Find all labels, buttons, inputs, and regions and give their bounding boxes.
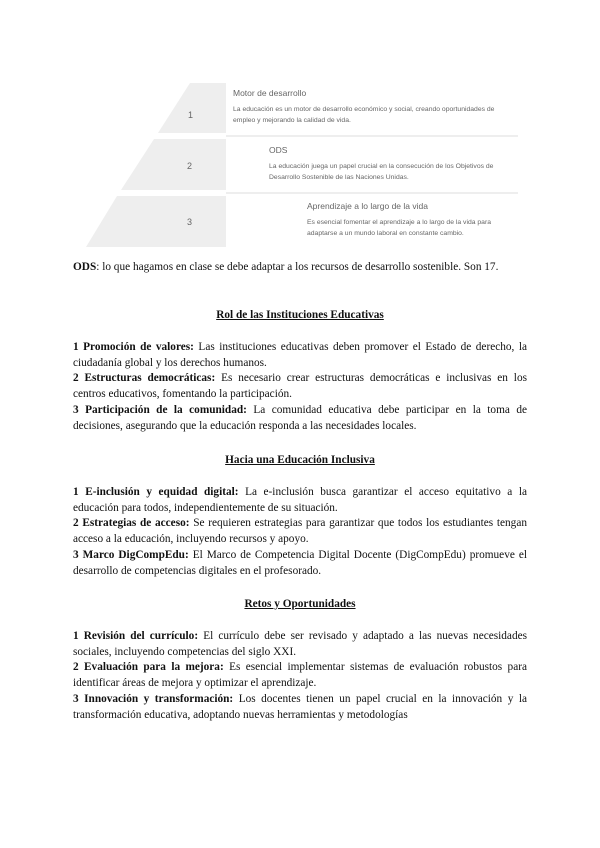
tier-2-description: La educación juega un papel crucial en la consecución de los Objetivos de Desarrollo Sostenible de las Naciones Unidas. <box>269 163 494 181</box>
pyramid-tier-1-shape <box>158 83 226 133</box>
tier-1-number: 1 <box>188 110 194 120</box>
tier-2-title: ODS <box>269 145 288 155</box>
list-item: 1 E-inclusión y equidad digital: La e-inclusión busca garantizar el acceso equitativo a la educación para todos, independientemente de su situación. <box>73 486 527 514</box>
list-item: 3 Marco DigCompEdu: El Marco de Competencia Digital Docente (DigCompEdu) promueve el desarrollo de competencias digitales en el profesorado. <box>73 548 528 577</box>
section-body-inclusive <box>73 485 527 579</box>
pyramid-tier-3-shape <box>86 196 226 247</box>
list-item: 1 Revisión del currículo: El currículo debe ser revisado y adaptado a las nuevas necesidades sociales, incluyendo competencias del siglo XXI. <box>73 630 528 658</box>
list-item: 2 Estrategias de acceso: Se requieren estrategias para garantizar que todos los estudiantes tengan acceso a la educación, incluyendo recursos y apoyo. <box>73 517 527 546</box>
intro-term: ODS <box>73 261 97 273</box>
tier-3-title: Aprendizaje a lo largo de la vida <box>307 201 428 211</box>
tier-3-number: 3 <box>187 217 193 227</box>
intro-paragraph <box>73 260 527 276</box>
list-item: 1 Promoción de valores: Las instituciones educativas deben promover el Estado de derecho, la ciudadanía global y los derechos humanos. <box>73 341 527 369</box>
list-item: 2 Estructuras democráticas: Es necesario crear estructuras democráticas e inclusivas en los centros educativos, fomentando la participación. <box>73 372 527 401</box>
tier-1-description: La educación es un motor de desarrollo económico y social, creando oportunidades de empleo y mejorando la calidad de vida. <box>233 106 495 124</box>
list-item: 2 Evaluación para la mejora: Es esencial implementar sistemas de evaluación robustos para identificar áreas de mejora y optimizar el aprendizaje. <box>73 661 527 690</box>
pyramid-tier-2-shape <box>121 139 226 190</box>
tier-2-number: 2 <box>187 161 193 171</box>
section-heading-challenges: Retos y Oportunidades <box>244 598 356 610</box>
section-heading-inclusive: Hacia una Educación Inclusiva <box>225 454 375 466</box>
tier-3-description: Es esencial fomentar el aprendizaje a lo largo de la vida para adaptarse a un mundo laboral en constante cambio. <box>307 219 492 237</box>
list-item: 3 Innovación y transformación: Los docentes tienen un papel crucial en la innovación y la transformación educativa, adoptando nuevas herramientas y metodologías <box>73 692 527 721</box>
list-item: 3 Participación de la comunidad: La comunidad educativa debe participar en la toma de decisiones, asegurando que la educación responda a las necesidades locales. <box>73 403 527 432</box>
pyramid-diagram <box>86 80 526 250</box>
tier-1-title: Motor de desarrollo <box>233 88 307 98</box>
section-body-challenges <box>73 629 527 723</box>
section-heading-roles: Rol de las Instituciones Educativas <box>216 309 384 321</box>
intro-text: : lo que hagamos en clase se debe adaptar a los recursos de desarrollo sostenible. Son 17. <box>96 261 499 273</box>
section-body-roles <box>73 340 527 434</box>
